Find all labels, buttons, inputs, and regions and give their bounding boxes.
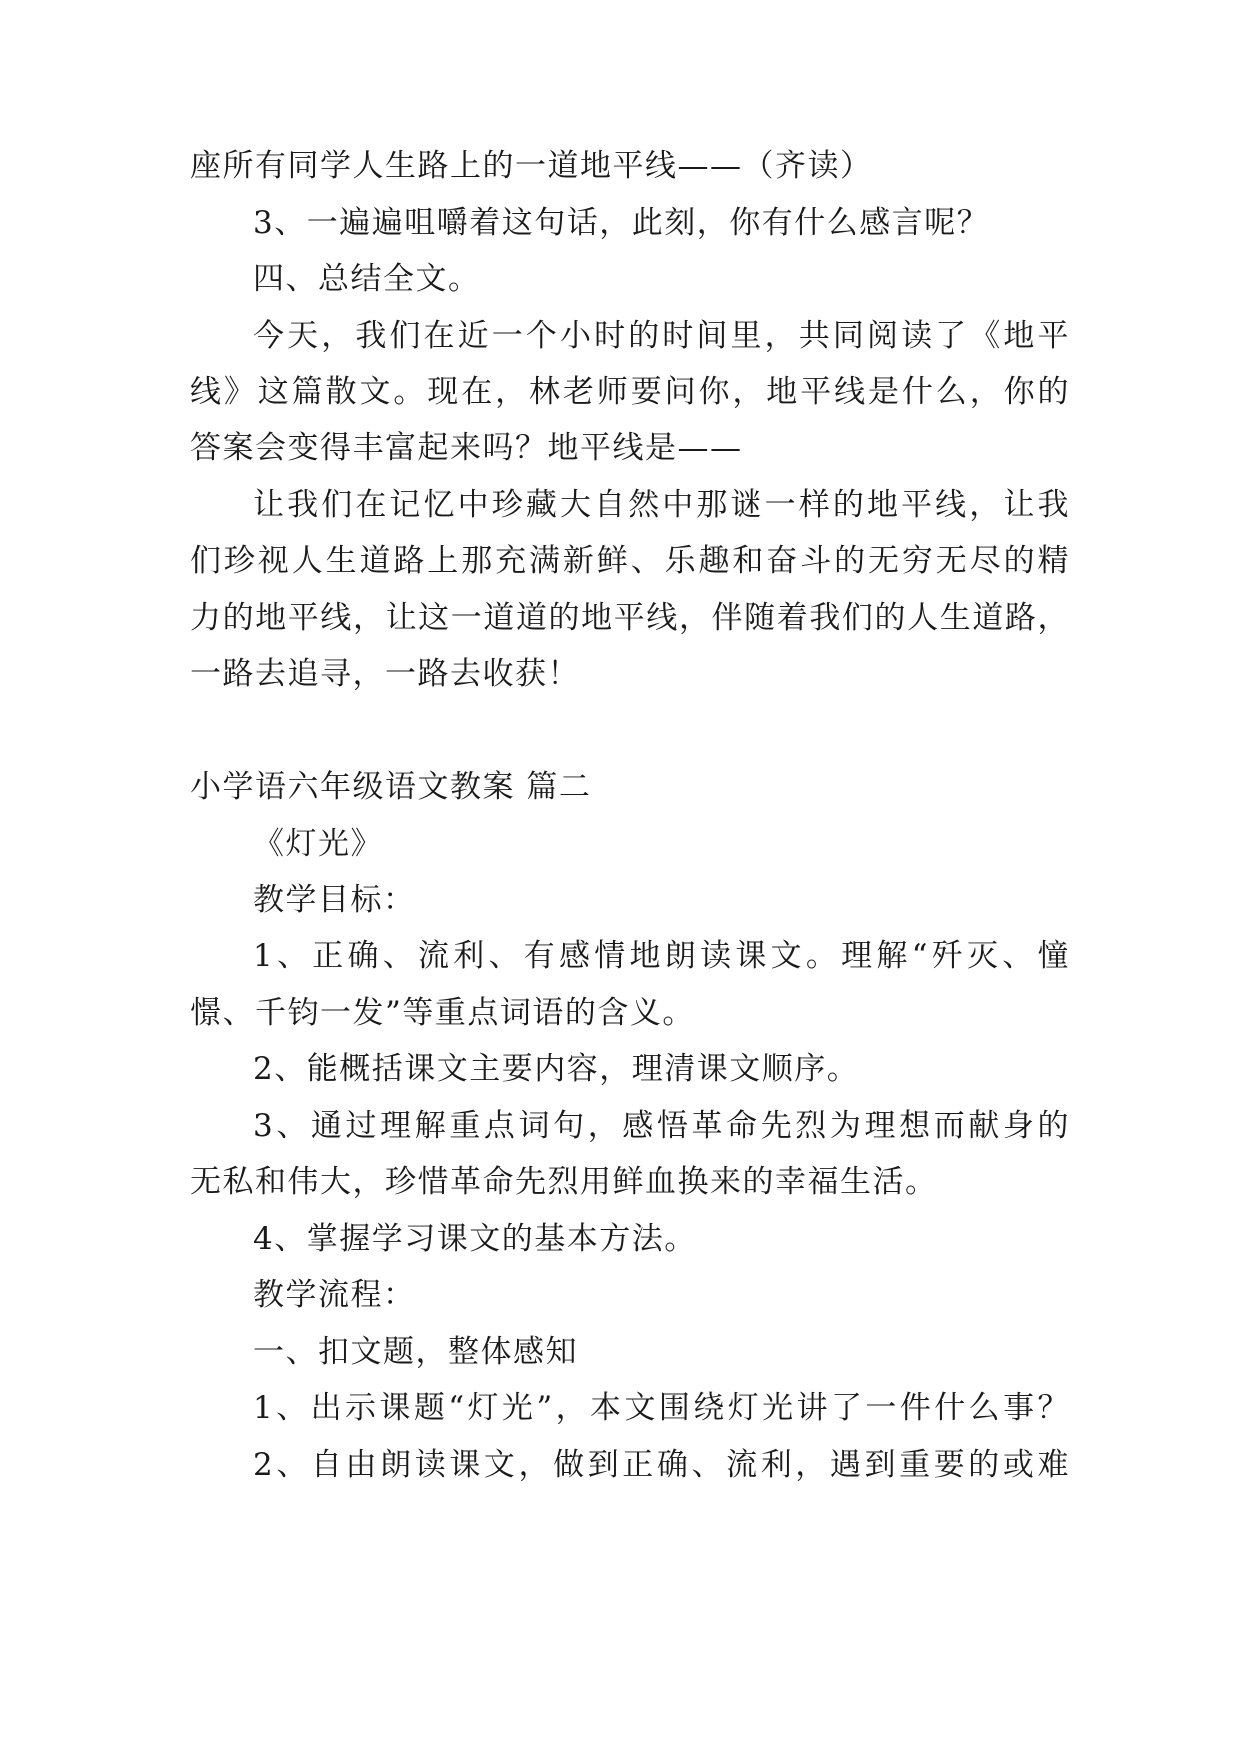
text-line: 1、出示课题“灯光”，本文围绕灯光讲了一件什么事？	[253, 1390, 1070, 1426]
text-line: 无私和伟大，珍惜革命先烈用鲜血换来的幸福生活。	[190, 1164, 938, 1200]
section-heading: 教学目标：	[253, 882, 416, 918]
section-heading: 教学流程：	[253, 1277, 416, 1313]
lesson-title: 《灯光》	[253, 826, 383, 862]
text-line: 一路去追寻，一路去收获！	[190, 656, 580, 692]
text-line: 4、掌握学习课文的基本方法。	[253, 1221, 697, 1257]
section-heading: 一、扣文题，整体感知	[253, 1334, 578, 1370]
text-line: 憬、千钧一发”等重点词语的含义。	[190, 995, 695, 1031]
text-line: 线》这篇散文。现在，林老师要问你，地平线是什么，你的	[190, 374, 1070, 410]
text-line: 1、正确、流利、有感情地朗读课文。理解“歼灭、憧	[253, 938, 1070, 974]
text-line: 2、能概括课文主要内容，理清课文顺序。	[253, 1051, 860, 1087]
text-line: 3、通过理解重点词句，感悟革命先烈为理想而献身的	[253, 1108, 1070, 1144]
text-line: 答案会变得丰富起来吗？地平线是——	[190, 430, 743, 466]
article-title: 小学语六年级语文教案 篇二	[190, 769, 592, 805]
text-line: 们珍视人生道路上那充满新鲜、乐趣和奋斗的无穷无尽的精	[190, 543, 1070, 579]
text-line: 3、一遍遍咀嚼着这句话，此刻，你有什么感言呢？	[253, 205, 990, 241]
text-line: 2、自由朗读课文，做到正确、流利，遇到重要的或难	[253, 1447, 1070, 1483]
text-line: 力的地平线，让这一道道的地平线，伴随着我们的人生道路，	[190, 600, 1070, 636]
text-line: 座所有同学人生路上的一道地平线——（齐读）	[190, 148, 873, 184]
section-heading: 四、总结全文。	[253, 261, 481, 297]
text-line: 让我们在记忆中珍藏大自然中那谜一样的地平线，让我	[253, 487, 1070, 523]
text-line: 今天，我们在近一个小时的时间里，共同阅读了《地平	[253, 318, 1070, 354]
